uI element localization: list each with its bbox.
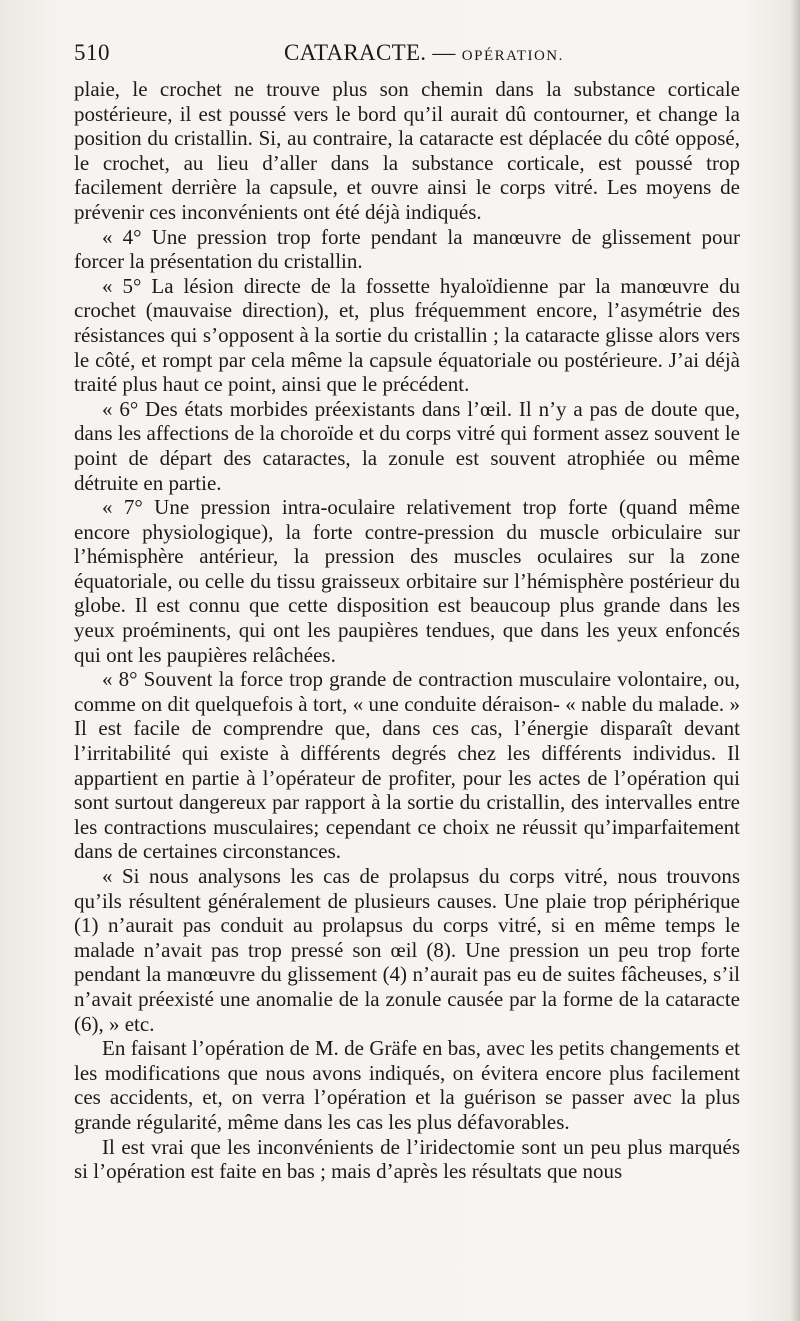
running-title-main: CATARACTE. bbox=[284, 40, 427, 65]
page-number: 510 bbox=[74, 40, 110, 65]
paragraph-2: « 4° Une pression trop forte pendant la manœuvre de glissement pour forcer la présentation du cristallin. bbox=[74, 224, 740, 274]
body-text bbox=[74, 77, 740, 1184]
running-header bbox=[74, 40, 740, 74]
paragraph-4: « 6° Des états morbides préexistants dans l’œil. Il n’y a pas de doute que, dans les affections de la choroïde et du corps vitré qui forment assez souvent le point de départ des cataractes, la zonule est souvent atrophiée ou même détruite en partie. bbox=[74, 396, 740, 495]
paragraph-3: « 5° La lésion directe de la fossette hyaloïdienne par la manœuvre du crochet (mauvaise direction), et, plus fréquemment encore, l’asymétrie des résistances qui s’opposent à la sortie du cristallin ; la cataracte glisse alors vers le côté, et rompt par cela même la capsule équatoriale ou postérieure. J’ai déjà traité plus haut ce point, ainsi que le précédent. bbox=[74, 273, 740, 397]
paragraph-6: « 8° Souvent la force trop grande de contraction musculaire volontaire, ou, comme on dit quelquefois à tort, « une conduite déraison- « nable du malade. » Il est facile de comprendre que, dans ces cas, l’énergie disparaît devant l’irritabilité qui existe à différents degrés chez les différents individus. Il appartient en partie à l’opérateur de profiter, pour les actes de l’opération qui sont surtout dangereux par rapport à la sortie du cristallin, des intervalles entre les contractions musculaires; cependant ce choix ne réussit qu’imparfaitement dans de certaines circonstances. bbox=[74, 667, 740, 864]
paragraph-9: Il est vrai que les inconvénients de l’iridectomie sont un peu plus marqués si l’opération est faite en bas ; mais d’après les résultats que nous bbox=[74, 1134, 740, 1184]
running-title-separator: — bbox=[432, 40, 456, 65]
paragraph-1: plaie, le crochet ne trouve plus son chemin dans la substance corticale postérieure, il est poussé vers le bord qu’il aurait dû contourner, et change la position du cristallin. Si, au contraire, la cataracte est déplacée du côté opposé, le crochet, au lieu d’aller dans la substance corticale, est poussé trop facilement derrière la capsule, et ouvre ainsi le corps vitré. Les moyens de prévenir ces inconvénients ont été déjà indiqués. bbox=[74, 77, 740, 224]
paragraph-8: En faisant l’opération de M. de Gräfe en bas, avec les petits changements et les modifications que nous avons indiqués, on évitera encore plus facilement ces accidents, et, on verra l’opération et la guérison se passer avec la plus grande régularité, même dans les cas les plus défavorables. bbox=[74, 1036, 740, 1134]
page-gutter-shadow bbox=[790, 0, 800, 1321]
paragraph-7: « Si nous analysons les cas de prolapsus du corps vitré, nous trouvons qu’ils résultent généralement de plusieurs causes. Une plaie trop périphérique (1) n’aurait pas conduit au prolapsus du corps vitré, si en même temps le malade n’avait pas trop pressé son œil (8). Une pression un peu trop forte pendant la manœuvre du glissement (4) n’aurait pas eu de suites fâcheuses, s’il n’avait préexisté une anomalie de la zonule causée par la forme de la cataracte (6), » etc. bbox=[74, 864, 740, 1036]
paragraph-5: « 7° Une pression intra-oculaire relativement trop forte (quand même encore physiologique), la forte contre-pression du muscle orbiculaire sur l’hémisphère antérieur, la pression des muscles oculaires sur la zone équatoriale, ou celle du tissu graisseux orbitaire sur l’hémisphère postérieur du globe. Il est connu que cette disposition est beaucoup plus grande dans les yeux proéminents, qui ont les paupières tendues, que dans les yeux enfoncés qui ont les paupières relâchées. bbox=[74, 495, 740, 667]
running-title-sub: OPÉRATION. bbox=[461, 48, 564, 64]
running-title bbox=[284, 40, 564, 66]
